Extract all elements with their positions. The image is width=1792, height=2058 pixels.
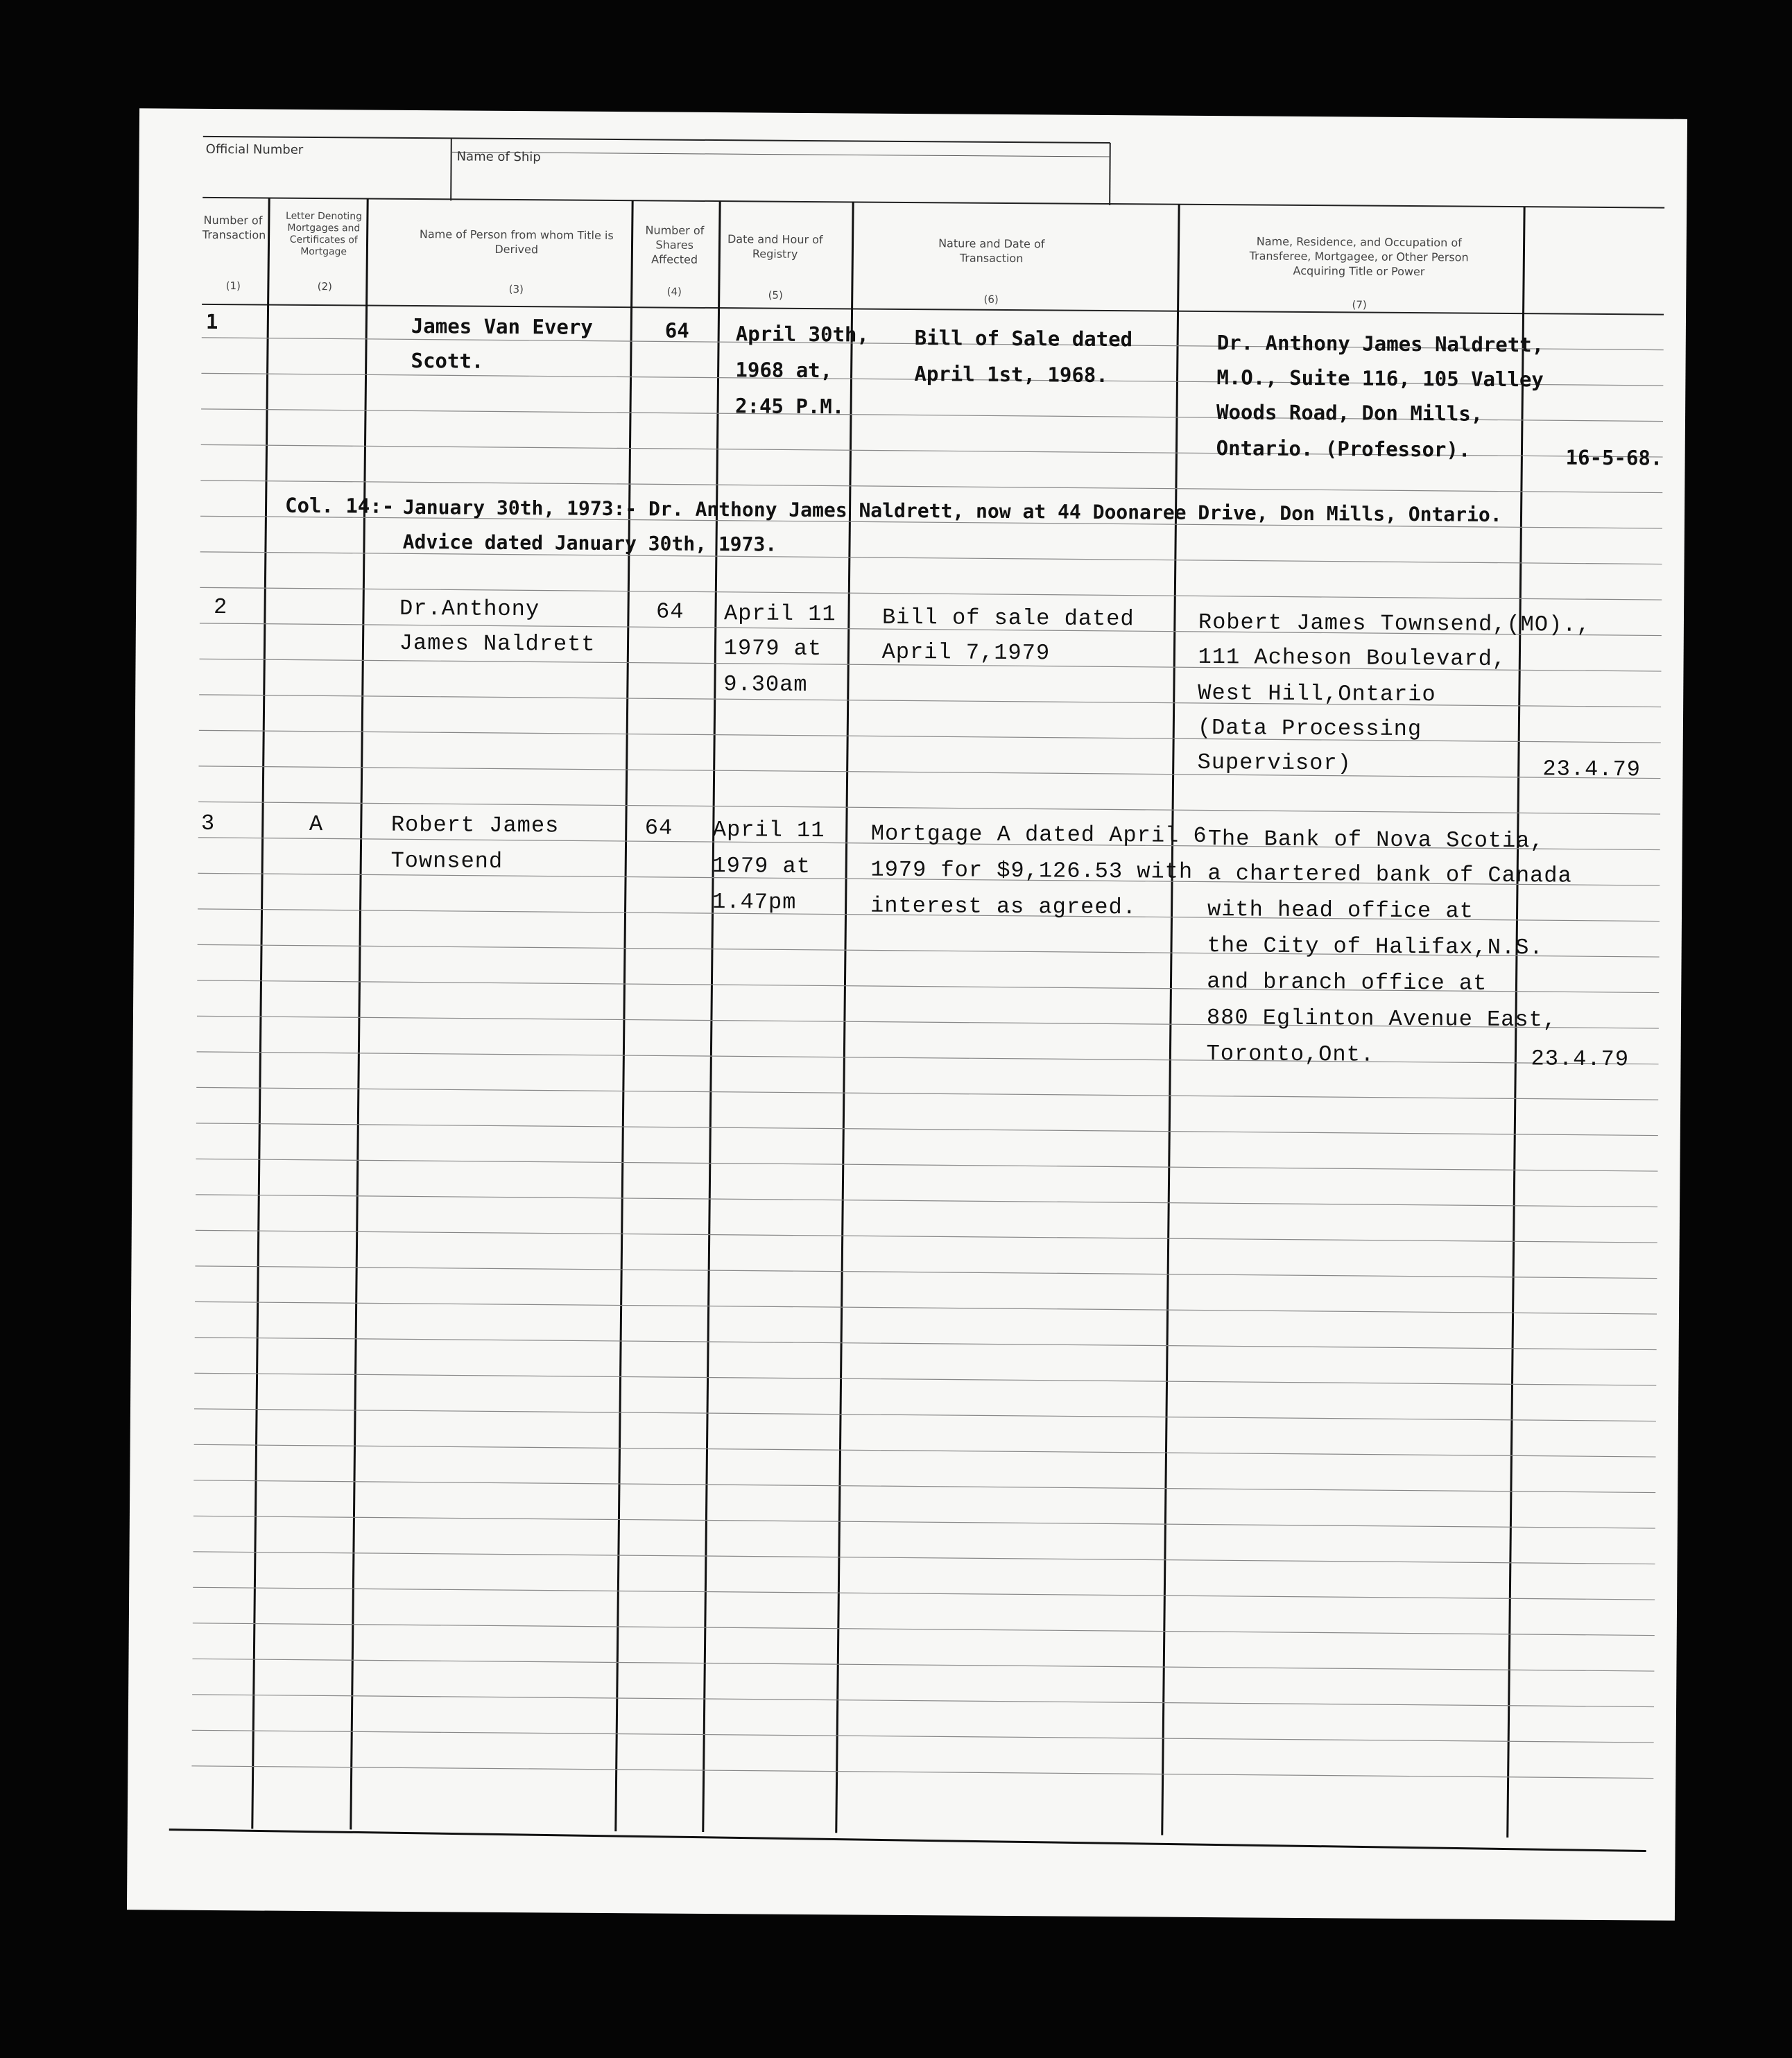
entry-1-to-line-4: Ontario. (Professor). xyxy=(1216,436,1471,462)
header-bottom-border xyxy=(203,198,1664,208)
column-header-2: Letter Denoting Mortgages and Certificates of Mortgage xyxy=(285,210,363,258)
ruled-line xyxy=(195,1302,1657,1314)
ruled-line xyxy=(200,552,1662,564)
entry-2-number: 2 xyxy=(213,594,228,621)
column-divider-4 xyxy=(703,201,720,1832)
entry-1-to-line-2: M.O., Suite 116, 105 Valley xyxy=(1216,365,1544,392)
note-line-2: Advice dated January 30th, 1973. xyxy=(402,530,777,556)
entry-3-from-line-2: Townsend xyxy=(390,847,503,874)
entry-3-date: 23.4.79 xyxy=(1531,1046,1630,1073)
entry-2-to-line-5: Supervisor) xyxy=(1197,749,1352,777)
entry-3-nature-line-3: interest as agreed. xyxy=(870,892,1137,921)
column-divider-5 xyxy=(836,202,853,1833)
entry-1-registry-line-1: April 30th, xyxy=(735,322,870,347)
register-page xyxy=(127,108,1687,1921)
entry-3-to-line-7: Toronto,Ont. xyxy=(1206,1041,1375,1068)
entry-3-number: 3 xyxy=(200,810,216,837)
column-number-6: (6) xyxy=(983,293,999,306)
name-of-ship-label: Name of Ship xyxy=(456,149,541,165)
ruled-line xyxy=(199,730,1661,743)
bottom-border xyxy=(169,1830,1646,1851)
entry-3-registry-line-1: April 11 xyxy=(712,817,825,844)
entry-3-registry-line-3: 1.47pm xyxy=(712,889,797,915)
entry-3-to-line-1: The Bank of Nova Scotia, xyxy=(1207,826,1544,854)
register-form xyxy=(127,108,1687,1921)
entry-1-nature-line-1: Bill of Sale dated xyxy=(914,326,1133,352)
note-prefix: Col. 14:- xyxy=(284,493,395,518)
ruled-line xyxy=(193,1480,1655,1493)
entry-1-from-line-1: James Van Every xyxy=(411,313,593,339)
column-number-3: (3) xyxy=(508,282,524,296)
entry-3-registry-line-2: 1979 at xyxy=(712,853,811,880)
entry-2-to-line-3: West Hill,Ontario xyxy=(1198,680,1436,708)
entry-3-from-line-1: Robert James xyxy=(390,811,560,839)
note-line-1: January 30th, 1973:- Dr. Anthony James Naldrett, now at 44 Doonaree Drive, Don Mills, Ontario. xyxy=(402,495,1502,526)
ruled-line xyxy=(198,766,1660,779)
ruled-line xyxy=(196,1195,1657,1207)
ruled-line xyxy=(193,1552,1655,1564)
entry-1-number: 1 xyxy=(205,309,218,334)
ruled-line xyxy=(194,1373,1656,1385)
entry-1-to-line-3: Woods Road, Don Mills, xyxy=(1216,400,1483,426)
ruled-line xyxy=(199,695,1661,707)
entry-2-registry-line-3: 9.30am xyxy=(723,671,808,698)
entry-2-shares: 64 xyxy=(655,598,684,625)
ruled-line xyxy=(200,481,1662,493)
entry-1-registry-line-3: 2:45 P.M. xyxy=(735,394,845,419)
column-divider-1 xyxy=(252,198,269,1828)
column-number-7: (7) xyxy=(1352,298,1367,311)
ruled-line xyxy=(196,1230,1657,1243)
entry-3-to-line-2: a chartered bank of Canada xyxy=(1207,861,1572,889)
entry-3-to-line-6: 880 Eglinton Avenue East, xyxy=(1206,1005,1558,1033)
entry-2-to-line-4: (Data Processing xyxy=(1197,714,1422,743)
ruled-line xyxy=(193,1587,1655,1600)
ship-box-inner xyxy=(451,152,1110,157)
ruled-line xyxy=(196,1159,1657,1171)
entry-3-to-line-3: with head office at xyxy=(1207,897,1474,924)
entry-1-date: 16-5-68. xyxy=(1565,445,1663,470)
ruled-line xyxy=(192,1695,1654,1707)
header-body-separator xyxy=(202,304,1664,315)
column-header-4: Number of Shares Affected xyxy=(645,223,705,266)
entry-1-to-line-1: Dr. Anthony James Naldrett, xyxy=(1216,331,1544,357)
entry-3-nature-line-1: Mortgage A dated April 6 xyxy=(870,820,1207,849)
entry-1-nature-line-2: April 1st, 1968. xyxy=(914,362,1108,388)
ruled-line xyxy=(196,1087,1658,1100)
ruled-line xyxy=(194,1409,1656,1421)
entry-2-to-line-1: Robert James Townsend,(MO)., xyxy=(1198,609,1591,638)
column-header-7: Name, Residence, and Occupation of Transferee, Mortgagee, or Other Person Acquiring Title or Power xyxy=(1249,234,1469,279)
ruled-line xyxy=(192,1659,1654,1671)
entry-2-nature-line-2: April 7,1979 xyxy=(881,639,1051,666)
column-number-2: (2) xyxy=(317,280,332,293)
column-divider-2 xyxy=(351,198,368,1829)
entry-3-nature-line-2: 1979 for $9,126.53 with xyxy=(870,856,1194,885)
column-header-6: Nature and Date of Transaction xyxy=(938,236,1045,266)
entry-3-letter: A xyxy=(309,811,324,838)
ruled-line xyxy=(196,1123,1658,1136)
column-header-1: Number of Transaction xyxy=(202,213,266,242)
column-number-4: (4) xyxy=(666,285,682,298)
entry-2-nature-line-1: Bill of sale dated xyxy=(881,604,1135,632)
entry-3-shares: 64 xyxy=(644,815,673,841)
column-header-5: Date and Hour of Registry xyxy=(727,232,823,261)
entry-3-to-line-5: and branch office at xyxy=(1207,969,1488,996)
column-number-5: (5) xyxy=(768,288,783,302)
entry-2-date: 23.4.79 xyxy=(1542,756,1642,783)
ruled-line xyxy=(193,1623,1655,1636)
ruled-line xyxy=(195,1266,1657,1279)
ruled-line xyxy=(191,1766,1653,1779)
entry-3-to-line-4: the City of Halifax,N.S. xyxy=(1207,933,1544,961)
official-number-label: Official Number xyxy=(205,141,304,157)
entry-1-registry-line-2: 1968 at, xyxy=(735,358,833,383)
ruled-line xyxy=(193,1516,1655,1528)
column-divider-3 xyxy=(616,200,632,1831)
ruled-line xyxy=(195,1338,1657,1350)
entry-2-from-line-1: Dr.Anthony xyxy=(399,595,540,623)
ruled-line xyxy=(192,1730,1654,1743)
entry-1-from-line-2: Scott. xyxy=(411,348,484,373)
ruled-line xyxy=(194,1444,1656,1457)
entry-2-registry-line-2: 1979 at xyxy=(723,635,822,662)
entry-1-shares: 64 xyxy=(664,318,689,343)
header-top-border xyxy=(203,137,1110,143)
ruled-line xyxy=(197,1052,1659,1064)
entry-2-to-line-2: 111 Acheson Boulevard, xyxy=(1198,643,1507,673)
column-divider-6 xyxy=(1162,205,1179,1835)
entry-2-registry-line-1: April 11 xyxy=(723,600,836,628)
entry-2-from-line-2: James Naldrett xyxy=(399,630,596,657)
column-number-1: (1) xyxy=(225,279,241,293)
column-header-3: Name of Person from whom Title is Derived xyxy=(419,227,614,257)
